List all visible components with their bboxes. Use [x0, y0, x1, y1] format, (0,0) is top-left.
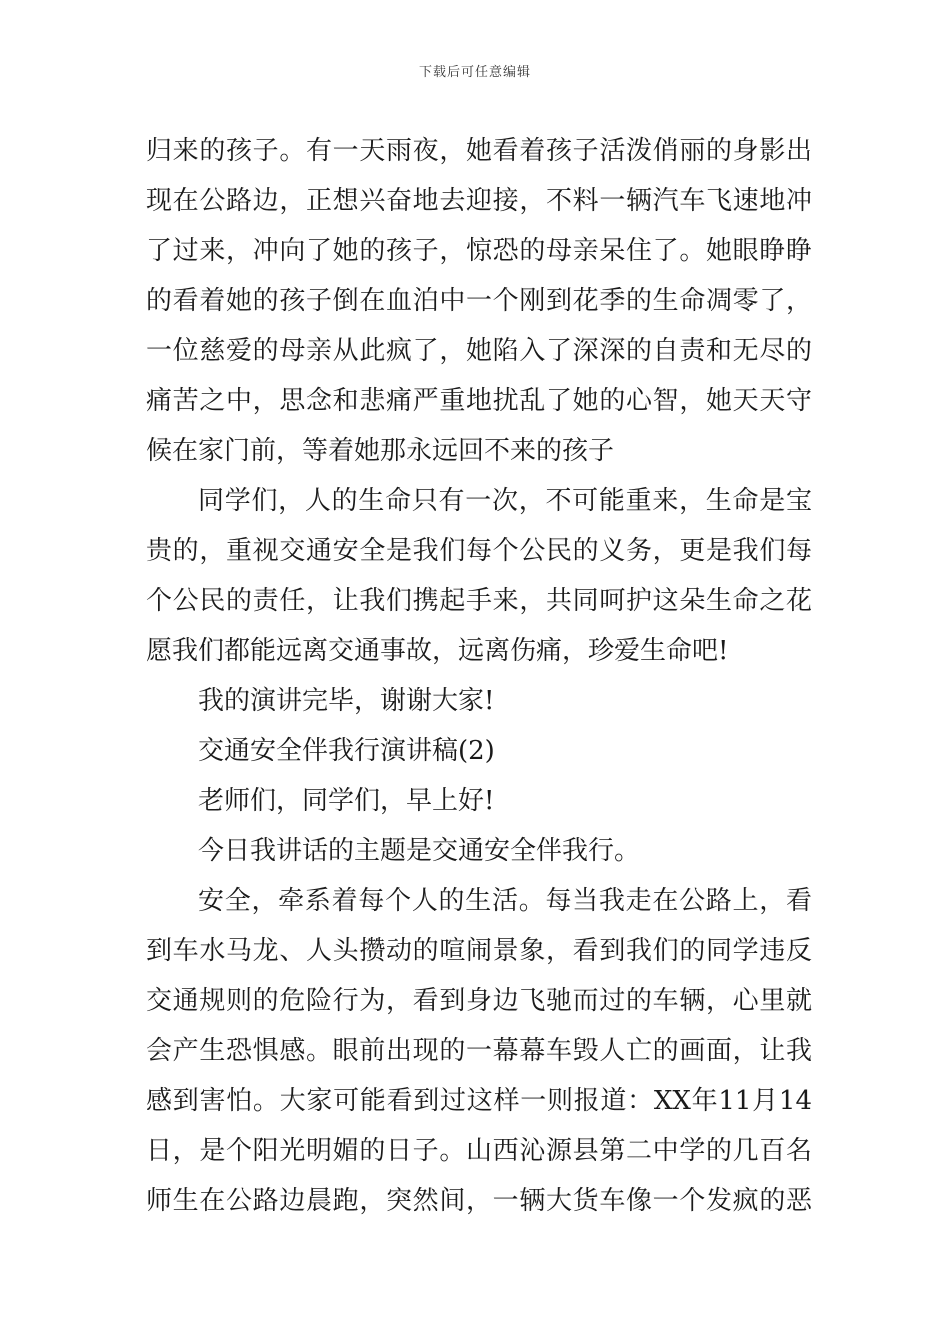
text-line: 的看着她的孩子倒在血泊中一个刚到花季的生命凋零了， — [146, 286, 812, 316]
text-line: 感到害怕。大家可能看到过这样一则报道：XX年11月14 — [146, 1086, 812, 1116]
text-line: 日，是个阳光明媚的日子。山西沁源县第二中学的几百名 — [146, 1136, 812, 1166]
text-line: 老师们，同学们，早上好! — [198, 786, 495, 816]
text-line: 到车水马龙、人头攒动的喧闹景象，看到我们的同学违反 — [146, 936, 812, 966]
text-line: 师生在公路边晨跑，突然间，一辆大货车像一个发疯的恶 — [146, 1186, 812, 1216]
text-line: 个公民的责任，让我们携起手来，共同呵护这朵生命之花 — [146, 586, 812, 616]
text-line: 一位慈爱的母亲从此疯了，她陷入了深深的自责和无尽的 — [146, 336, 812, 366]
text-line: 同学们，人的生命只有一次，不可能重来，生命是宝 — [198, 486, 812, 516]
text-line: 痛苦之中，思念和悲痛严重地扰乱了她的心智，她天天守 — [146, 386, 812, 416]
text-line: 候在家门前，等着她那永远回不来的孩子 — [146, 436, 615, 466]
text-line: 安全，牵系着每个人的生活。每当我走在公路上，看 — [198, 886, 812, 916]
text-line: 贵的，重视交通安全是我们每个公民的义务，更是我们每 — [146, 536, 812, 566]
text-line: 现在公路边，正想兴奋地去迎接，不料一辆汽车飞速地冲 — [146, 186, 812, 216]
text-line: 我的演讲完毕，谢谢大家! — [198, 686, 495, 716]
text-line: 会产生恐惧感。眼前出现的一幕幕车毁人亡的画面，让我 — [146, 1036, 812, 1066]
text-line: 归来的孩子。有一天雨夜，她看着孩子活泼俏丽的身影出 — [146, 136, 812, 166]
section-heading: 交通安全伴我行演讲稿(2) — [198, 736, 495, 766]
text-line: 了过来，冲向了她的孩子，惊恐的母亲呆住了。她眼睁睁 — [146, 236, 812, 266]
page-header: 下载后可任意编辑 — [418, 65, 531, 80]
document-body — [146, 126, 812, 1226]
text-line: 今日我讲话的主题是交通安全伴我行。 — [198, 836, 641, 866]
text-line: 交通规则的危险行为，看到身边飞驰而过的车辆，心里就 — [146, 986, 812, 1016]
text-line: 愿我们都能远离交通事故，远离伤痛，珍爱生命吧! — [146, 636, 729, 666]
